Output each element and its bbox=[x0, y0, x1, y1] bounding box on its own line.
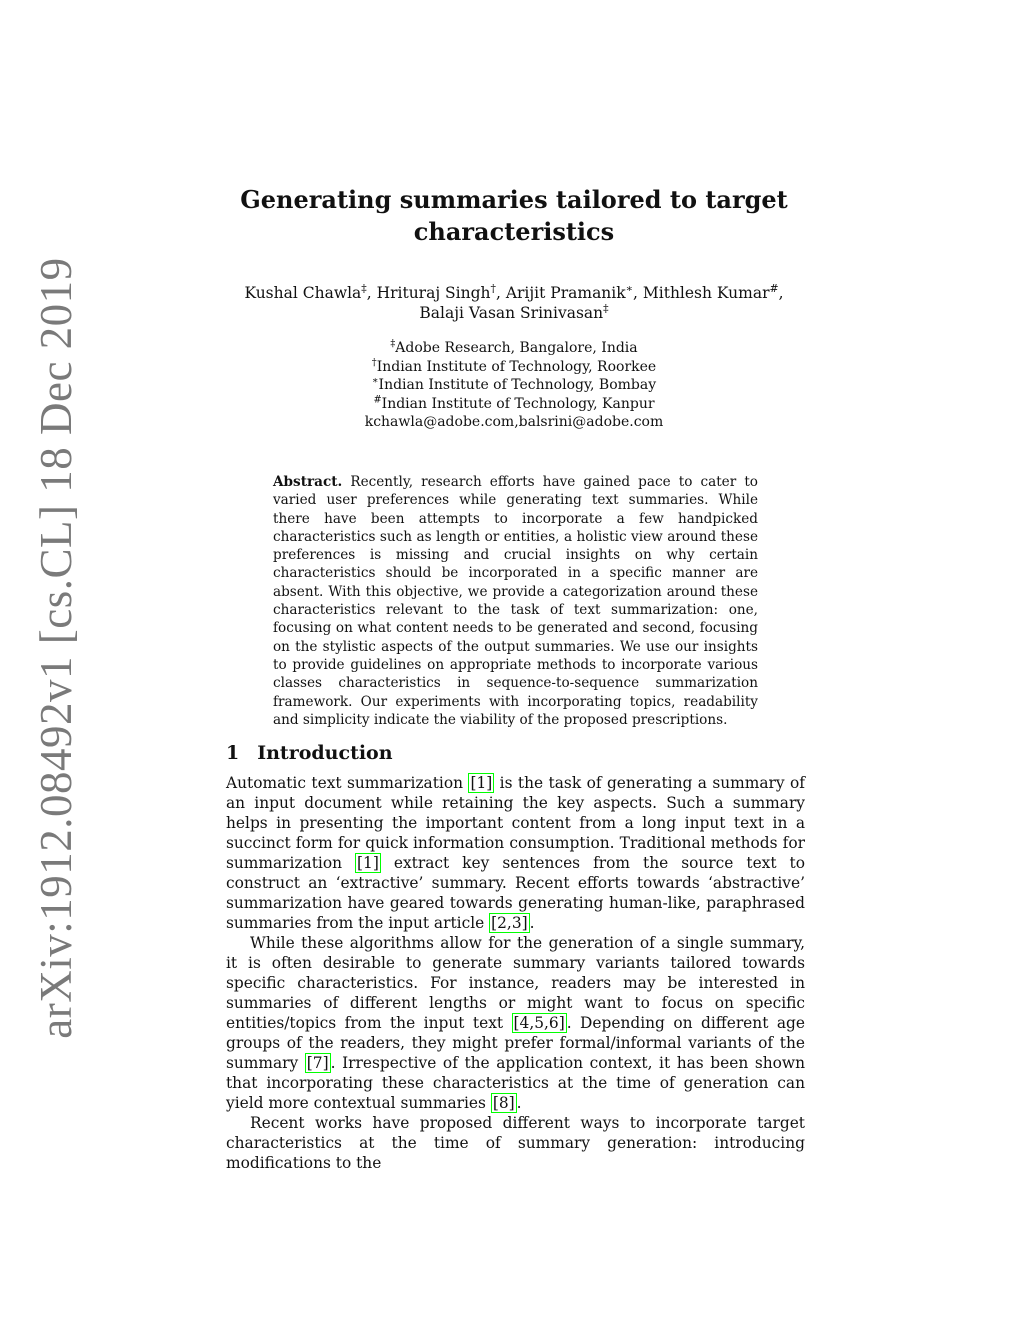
affiliation-mark: ‡ bbox=[603, 301, 609, 315]
citation-link[interactable]: [2,3] bbox=[491, 914, 528, 932]
author-separator: , bbox=[366, 284, 377, 302]
affiliation-text: Indian Institute of Technology, Kanpur bbox=[381, 395, 655, 412]
author-name: Kushal Chawla bbox=[244, 284, 362, 302]
affiliation-mark: # bbox=[373, 393, 382, 405]
text-run: . bbox=[529, 914, 535, 932]
paper-title bbox=[240, 184, 788, 248]
affiliation-mark: † bbox=[371, 356, 377, 368]
intro-body bbox=[226, 773, 805, 1173]
abstract bbox=[273, 473, 758, 729]
author-separator: , bbox=[495, 284, 506, 302]
citation-link[interactable]: [1] bbox=[357, 854, 379, 872]
paragraph bbox=[226, 933, 805, 1113]
citation-link[interactable]: [8] bbox=[492, 1094, 515, 1112]
affiliation bbox=[250, 358, 778, 377]
affiliation bbox=[250, 339, 778, 358]
author-name: Balaji Vasan Srinivasan bbox=[419, 304, 604, 322]
section-heading bbox=[226, 742, 393, 764]
text-run: . bbox=[516, 1094, 522, 1112]
paragraph bbox=[226, 773, 805, 933]
affiliation-mark: # bbox=[769, 281, 779, 295]
contact-emails: kchawla@adobe.com,balsrini@adobe.com bbox=[364, 414, 664, 430]
arxiv-side-stamp: arXiv:1912.08492v1 [cs.CL] 18 Dec 2019 bbox=[31, 257, 81, 1039]
author-separator: , bbox=[633, 284, 643, 302]
abstract-label: Abstract. bbox=[273, 474, 343, 490]
text-run: While these algorithms allow for the generation of a single summary, it is often desirable to generate summary variants tailored towards specific characteristics. For instance, readers may be interested in summaries of different lengths or might want to focus on specific entities/topics from the input text bbox=[226, 934, 805, 1032]
author-name: Mithlesh Kumar bbox=[642, 284, 770, 302]
citation-link[interactable]: [4,5,6] bbox=[513, 1014, 565, 1032]
author-name: Hrituraj Singh bbox=[376, 284, 491, 302]
affiliation-mark: ∗ bbox=[371, 375, 379, 387]
title-line-1: Generating summaries tailored to target bbox=[240, 185, 788, 214]
affiliation-text: Indian Institute of Technology, Roorkee bbox=[376, 358, 657, 375]
author-separator: , bbox=[778, 284, 784, 302]
citation-link[interactable]: [1] bbox=[470, 774, 493, 792]
text-run: extract key sentences from the source text to construct an ‘extractive’ summary. Recent efforts towards ‘abstractive’ summarization have geared towards generating human-like, paraphrased summaries from the input article bbox=[226, 854, 806, 932]
text-run: . Depending on different age groups of the readers, they might prefer formal/informal variants of the summary bbox=[226, 1014, 805, 1072]
abstract-text: Recently, research efforts have gained pace to cater to varied user preferences while generating text summaries. While there have been attempts to incorporate a few handpicked characteristics such as length or entities, a holistic view around these preferences is missing and crucial insights on why certain characteristics should be incorporated in a specific manner are absent. With this objective, we provide a categorization around these characteristics relevant to the task of text summarization: one, focusing on what content needs to be generated and second, focusing on the stylistic aspects of the output summaries. We use our insights to provide guidelines on appropriate methods to incorporate various classes characteristics in sequence-to-sequence summarization framework. Our experiments with incorporating topics, readability and simplicity indicate the viability of the proposed prescriptions. bbox=[273, 474, 758, 728]
author-list bbox=[200, 283, 828, 323]
affiliation-mark: † bbox=[490, 281, 496, 295]
affiliation-mark: ‡ bbox=[361, 281, 367, 295]
affiliation-list bbox=[250, 339, 778, 432]
text-run: is the task of generating a summary of an input document while retaining the key aspects. Such a summary helps in presenting the important content from a long input text in a succinct form for quick information consumption. Traditional methods for summarization bbox=[226, 774, 805, 872]
title-line-2: characteristics bbox=[413, 217, 615, 246]
affiliation-mark: ∗ bbox=[625, 281, 634, 295]
text-run: Recent works have proposed different ways to incorporate target characteristics at the time of summary generation: introducing modifications to the bbox=[226, 1114, 805, 1172]
affiliation bbox=[250, 376, 778, 395]
section-number: 1 bbox=[226, 742, 240, 764]
text-run: . Irrespective of the application context, it has been shown that incorporating these characteristics at the time of generation can yield more contextual summaries bbox=[226, 1054, 805, 1112]
author-name: Arijit Pramanik bbox=[505, 284, 626, 302]
section-title: Introduction bbox=[257, 742, 393, 764]
text-run: Automatic text summarization bbox=[226, 774, 469, 792]
affiliation-text: Adobe Research, Bangalore, India bbox=[395, 340, 638, 356]
affiliation-mark: ‡ bbox=[390, 338, 396, 350]
affiliation bbox=[250, 395, 778, 414]
paragraph bbox=[226, 1113, 805, 1173]
affiliation-text: Indian Institute of Technology, Bombay bbox=[378, 377, 657, 393]
citation-link[interactable]: [7] bbox=[306, 1054, 329, 1072]
